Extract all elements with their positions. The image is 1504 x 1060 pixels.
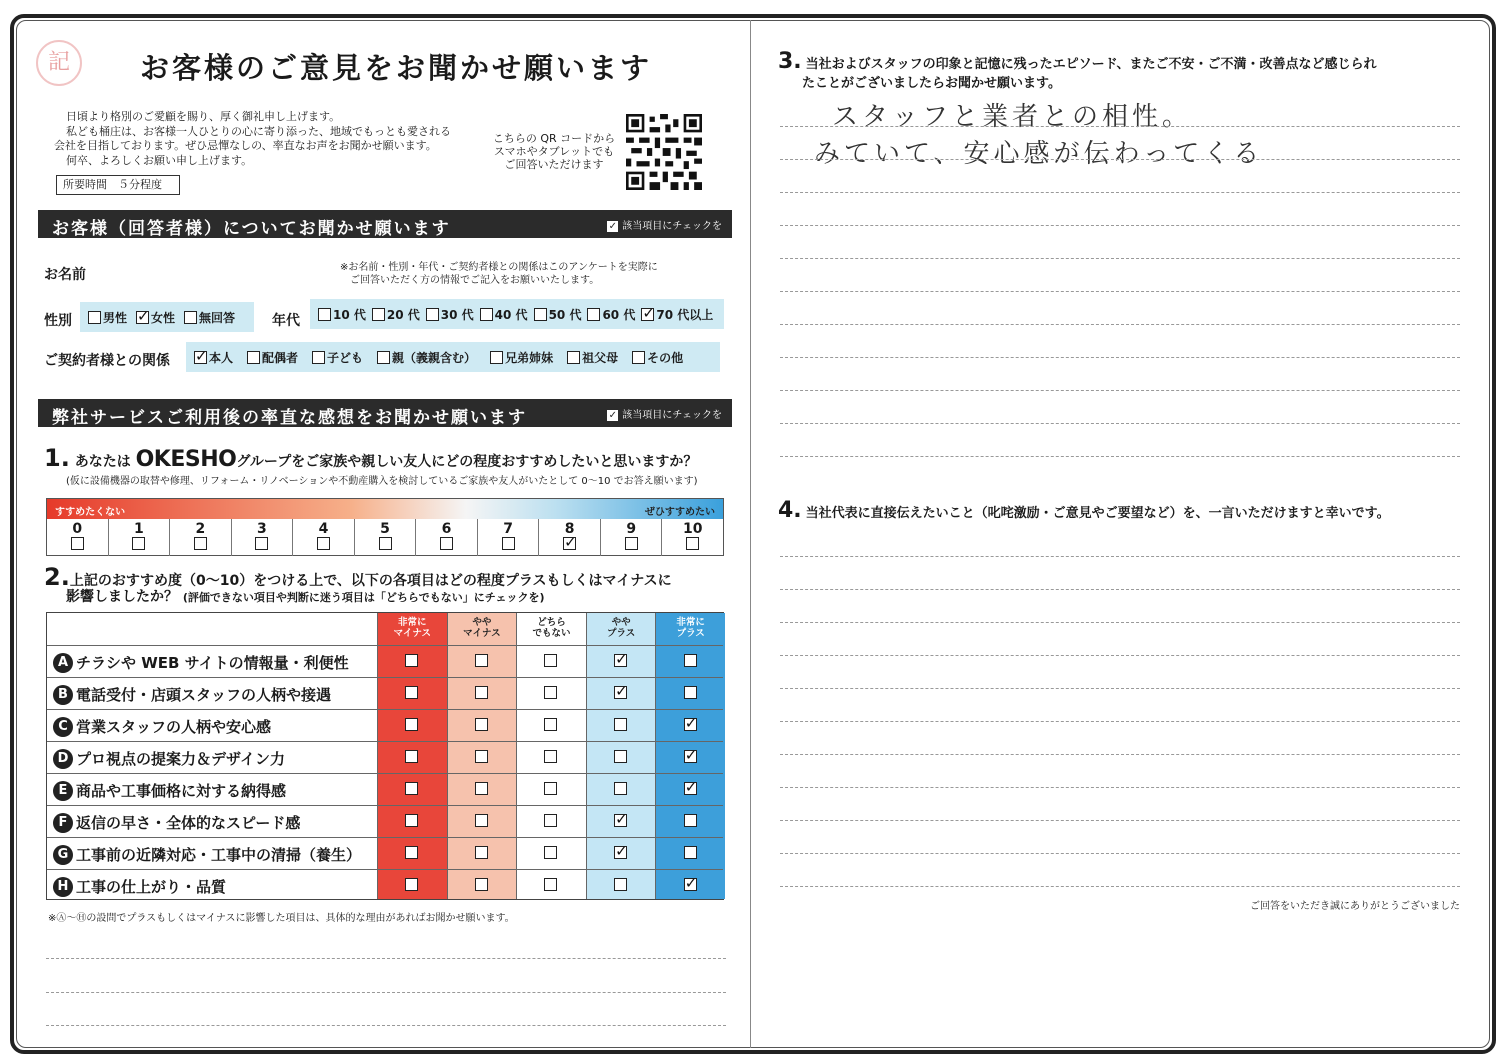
q2-line2-note: (評価できない項目や判断に迷う項目は「どちらでもない」にチェックを) xyxy=(182,591,545,604)
qr-caption-line: ご回答いただけます xyxy=(504,158,604,171)
checkbox[interactable] xyxy=(184,311,197,324)
qr-caption xyxy=(484,132,624,171)
option-label: 女性 xyxy=(151,310,176,325)
option-label: 無回答 xyxy=(199,310,236,325)
scale-number: 10 xyxy=(683,521,703,537)
scale-option[interactable] xyxy=(232,519,294,556)
relation-options xyxy=(186,342,720,372)
relation-option[interactable] xyxy=(312,349,363,366)
checkbox[interactable] xyxy=(132,537,145,550)
gender-label: 性別 xyxy=(44,313,72,329)
checkbox[interactable] xyxy=(563,537,576,550)
column-header: やや マイナス xyxy=(463,617,501,639)
stamp-seal: 記 xyxy=(36,40,82,86)
row-text: 電話受付・店頭スタッフの人柄や接遇 xyxy=(76,686,332,704)
relation-option[interactable] xyxy=(490,349,553,366)
scale-number: 3 xyxy=(257,521,267,537)
impact-grid xyxy=(46,612,724,900)
row-letter: A xyxy=(53,653,73,673)
checkbox[interactable] xyxy=(641,308,654,321)
scale-number: 4 xyxy=(318,521,329,537)
answer-line[interactable] xyxy=(46,992,726,993)
answer-line[interactable] xyxy=(780,291,1460,292)
scale-cells xyxy=(47,519,723,556)
scale-high-label: ぜひすすめたい xyxy=(644,507,715,518)
checkbox[interactable] xyxy=(490,351,503,364)
check-note-text: 該当項目にチェックを xyxy=(622,221,722,232)
relation-option[interactable] xyxy=(194,349,233,366)
intro-line: 何卒、よろしくお願い申し上げます。 xyxy=(66,153,253,167)
checkbox[interactable] xyxy=(440,537,453,550)
brand-logo: OKESHO xyxy=(135,447,237,472)
answer-line[interactable] xyxy=(46,958,726,959)
age-option[interactable] xyxy=(318,306,366,323)
intro-line: 会社を目指しております。ぜひ忌憚なしの、率直なお声をお聞かせ願います。 xyxy=(54,139,437,152)
checkbox[interactable] xyxy=(88,311,101,324)
scale-option[interactable] xyxy=(109,519,171,556)
time-required: 所要時間 ５分程度 xyxy=(56,175,180,195)
row-letter: D xyxy=(53,749,73,769)
qr-code-icon[interactable] xyxy=(626,114,702,190)
option-label: 30 代 xyxy=(440,307,474,322)
gender-option-female[interactable] xyxy=(136,309,175,326)
checkbox[interactable] xyxy=(632,351,645,364)
option-label: 70 代以上 xyxy=(656,307,714,322)
qr-caption-line: こちらの QR コードから xyxy=(492,132,616,145)
row-text: 商品や工事価格に対する納得感 xyxy=(76,782,287,800)
answer-line[interactable] xyxy=(780,688,1460,689)
q2-question xyxy=(44,563,672,609)
q4-number: 4. xyxy=(778,498,802,523)
column-header: どちら でもない xyxy=(532,617,571,639)
age-option[interactable] xyxy=(641,306,713,323)
answer-line[interactable] xyxy=(780,126,1460,127)
option-label: 祖父母 xyxy=(582,350,619,365)
section-customer-header xyxy=(38,210,732,238)
table-row xyxy=(47,741,723,773)
answer-line[interactable] xyxy=(780,456,1460,457)
page-divider xyxy=(750,20,751,1048)
scale-number: 7 xyxy=(503,521,513,537)
row-text: 工事前の近隣対応・工事中の清掃（養生） xyxy=(76,846,362,864)
answer-line[interactable] xyxy=(780,721,1460,722)
scale-number: 1 xyxy=(133,521,144,537)
answer-line[interactable] xyxy=(780,324,1460,325)
option-label: その他 xyxy=(647,350,684,365)
gender-options xyxy=(80,302,254,332)
q3-question xyxy=(778,49,1468,93)
row-letter: H xyxy=(53,877,73,897)
table-row xyxy=(47,677,723,709)
option-label: 50 代 xyxy=(548,307,582,322)
row-letter: G xyxy=(53,845,73,865)
age-label: 年代 xyxy=(272,313,300,329)
age-option[interactable] xyxy=(426,306,474,323)
option-label: 10 代 xyxy=(333,307,366,322)
relation-option[interactable] xyxy=(632,349,683,366)
q3-line2: たことがございましたらお聞かせ願います。 xyxy=(802,76,1061,91)
row-letter: B xyxy=(53,685,73,705)
table-row xyxy=(47,773,723,805)
scale-low-label: すすめたくない xyxy=(55,507,126,518)
column-header: 非常に マイナス xyxy=(393,617,432,639)
age-option[interactable] xyxy=(534,306,582,323)
option-label: 20 代 xyxy=(386,307,420,322)
relation-option[interactable] xyxy=(567,349,618,366)
q2-footnote: ※Ⓐ～Ⓗの設問でプラスもしくはマイナスに影響した項目は、具体的な理由があればお聞かせ願います。 xyxy=(48,913,515,924)
handwritten-answer-line2: みていて、安心感が伝わってくる xyxy=(814,139,1264,169)
check-note xyxy=(607,406,722,421)
answer-line[interactable] xyxy=(780,886,1460,887)
table-row xyxy=(47,645,723,677)
scale-option[interactable] xyxy=(416,519,478,556)
table-row xyxy=(47,805,723,837)
q2-line2-text: 影響しましたか？ xyxy=(66,589,178,605)
checkbox[interactable] xyxy=(587,308,600,321)
row-letter: C xyxy=(53,717,73,737)
answer-line[interactable] xyxy=(780,390,1460,391)
section-service-header xyxy=(38,399,732,427)
thanks-text: ご回答をいただき誠にありがとうございました xyxy=(1250,901,1460,912)
intro-line: 日頃より格別のご愛顧を賜り、厚く御礼申し上げます。 xyxy=(66,110,341,123)
scale-number: 6 xyxy=(441,521,452,537)
check-note-text: 該当項目にチェックを xyxy=(622,410,722,421)
scale-option[interactable] xyxy=(662,519,723,556)
scale-option[interactable] xyxy=(478,519,540,556)
scale-option[interactable] xyxy=(170,519,232,556)
relation-label: ご契約者様との関係 xyxy=(44,353,170,369)
row-letter: E xyxy=(53,781,73,801)
option-label: 親（義親含む） xyxy=(392,350,477,365)
section-title: お客様（回答者様）についてお聞かせ願います xyxy=(52,219,451,239)
row-text: 返信の早さ・全体的なスピード感 xyxy=(76,814,301,832)
relation-option[interactable] xyxy=(247,349,298,366)
answer-line[interactable] xyxy=(780,357,1460,358)
checkbox[interactable] xyxy=(567,351,580,364)
column-header: やや プラス xyxy=(606,617,636,639)
q1-text-before: あなたは xyxy=(74,454,131,470)
relation-option[interactable] xyxy=(377,349,476,366)
answer-line[interactable] xyxy=(780,622,1460,623)
checkbox[interactable] xyxy=(194,537,207,550)
q1-text-after: グループをご家族や親しい友人にどの程度おすすめしたいと思いますか？ xyxy=(236,454,698,470)
q3-line1-text: 当社およびスタッフの印象と記憶に残ったエピソード、またご不安・ご不満・改善点など感じられ xyxy=(805,57,1377,72)
checkbox[interactable] xyxy=(377,351,390,364)
option-label: 60 代 xyxy=(602,307,636,322)
q3-line1 xyxy=(778,49,1468,74)
checkbox[interactable] xyxy=(426,308,439,321)
q1-subtext: (仮に設備機器の取替や修理、リフォーム・リノベーションや不動産購入を検討しているご家族や友人がいたとして 0～10 でお答え願います) xyxy=(66,476,698,487)
row-label xyxy=(53,780,286,801)
scale-number: 2 xyxy=(195,521,206,537)
scale-option[interactable] xyxy=(539,519,601,556)
scale-number: 0 xyxy=(72,521,83,537)
row-text: チラシや WEB サイトの情報量・利便性 xyxy=(76,654,349,672)
answer-line[interactable] xyxy=(780,589,1460,590)
gender-option-male[interactable] xyxy=(88,309,127,326)
age-option[interactable] xyxy=(372,306,420,323)
answer-line[interactable] xyxy=(780,159,1460,160)
answer-line[interactable] xyxy=(780,853,1460,854)
row-letter: F xyxy=(53,813,73,833)
q4-question xyxy=(778,498,1390,523)
row-label xyxy=(53,876,226,897)
answer-line[interactable] xyxy=(780,258,1460,259)
checkbox-icon: ✓ xyxy=(608,221,617,232)
checkbox[interactable] xyxy=(194,351,207,364)
row-text: 営業スタッフの人柄や安心感 xyxy=(76,718,272,736)
handwritten-answer-line1: スタッフと業者との相性。 xyxy=(832,102,1193,132)
q2-number: 2. xyxy=(44,563,70,591)
scale-option[interactable] xyxy=(355,519,417,556)
checkbox[interactable] xyxy=(318,308,331,321)
q4-text: 当社代表に直接伝えたいこと（叱咤激励・ご意見やご要望など）を、一言いただけますと幸いです。 xyxy=(805,506,1390,521)
name-note-line: ご回答いただく方の情報でご記入をお願いいたします。 xyxy=(350,275,600,286)
answer-line[interactable] xyxy=(780,820,1460,821)
name-note-line: ※お名前・性別・年代・ご契約者様との関係はこのアンケートを実際に xyxy=(340,262,658,273)
answer-line[interactable] xyxy=(780,655,1460,656)
table-row xyxy=(47,837,723,869)
survey-title: お客様のご意見をお聞かせ願います xyxy=(140,51,653,85)
intro-text xyxy=(54,110,484,168)
row-text: プロ視点の提案力＆デザイン力 xyxy=(76,750,285,768)
age-options xyxy=(310,299,724,329)
answer-line[interactable] xyxy=(46,1025,726,1026)
q1-question xyxy=(44,444,697,472)
check-note xyxy=(607,217,722,232)
checkbox[interactable] xyxy=(625,537,638,550)
row-label xyxy=(53,812,300,833)
checkbox[interactable] xyxy=(534,308,547,321)
checkbox-icon: ✓ xyxy=(608,410,617,421)
option-label: 40 代 xyxy=(494,307,528,322)
scale-number: 5 xyxy=(380,521,390,537)
answer-line[interactable] xyxy=(780,754,1460,755)
checkbox[interactable] xyxy=(255,537,268,550)
row-label xyxy=(53,716,271,737)
row-label xyxy=(53,684,331,705)
option-label: 本人 xyxy=(209,350,234,365)
checkbox[interactable] xyxy=(247,351,260,364)
checkbox[interactable] xyxy=(372,308,385,321)
answer-line[interactable] xyxy=(780,192,1460,193)
scale-number: 9 xyxy=(626,521,637,537)
checkbox[interactable] xyxy=(317,537,330,550)
checkbox[interactable] xyxy=(686,537,699,550)
answer-line[interactable] xyxy=(780,423,1460,424)
intro-line: 私ども桶庄は、お客様一人ひとりの心に寄り添った、地域でもっとも愛される xyxy=(66,124,451,138)
q3-number: 3. xyxy=(778,49,802,74)
option-label: 配偶者 xyxy=(262,350,299,365)
checkbox[interactable] xyxy=(312,351,325,364)
answer-line[interactable] xyxy=(780,787,1460,788)
recommend-scale xyxy=(46,498,724,556)
answer-line[interactable] xyxy=(780,556,1460,557)
section-title: 弊社サービスご利用後の率直な感想をお聞かせ願います xyxy=(52,408,527,428)
table-row xyxy=(47,709,723,741)
option-label: 兄弟姉妹 xyxy=(505,350,554,365)
scale-gradient xyxy=(47,499,723,519)
age-option[interactable] xyxy=(480,306,528,323)
name-note xyxy=(340,261,658,287)
checkbox[interactable] xyxy=(480,308,493,321)
row-text: 工事の仕上がり・品質 xyxy=(76,878,227,896)
checkbox[interactable] xyxy=(502,537,515,550)
scale-number: 8 xyxy=(564,521,575,537)
scale-option[interactable] xyxy=(47,519,109,556)
age-option[interactable] xyxy=(587,306,635,323)
q2-line1-text: 上記のおすすめ度（0～10）をつける上で、以下の各項目はどの程度プラスもしくはマイナスに xyxy=(69,573,672,589)
scale-option[interactable] xyxy=(293,519,355,556)
row-label xyxy=(53,748,285,769)
row-label xyxy=(53,652,349,673)
checkbox[interactable] xyxy=(71,537,84,550)
checkbox[interactable] xyxy=(379,537,392,550)
checkbox[interactable] xyxy=(136,311,149,324)
row-label xyxy=(53,844,361,865)
gender-option-none[interactable] xyxy=(184,309,235,326)
table-row xyxy=(47,869,723,901)
column-header: 非常に プラス xyxy=(676,617,705,639)
name-label: お名前 xyxy=(44,267,86,283)
option-label: 男性 xyxy=(103,310,128,325)
scale-option[interactable] xyxy=(601,519,663,556)
answer-line[interactable] xyxy=(780,225,1460,226)
q1-number: 1. xyxy=(44,444,70,472)
qr-caption-line: スマホやタブレットでも xyxy=(493,145,615,158)
option-label: 子ども xyxy=(327,350,364,365)
